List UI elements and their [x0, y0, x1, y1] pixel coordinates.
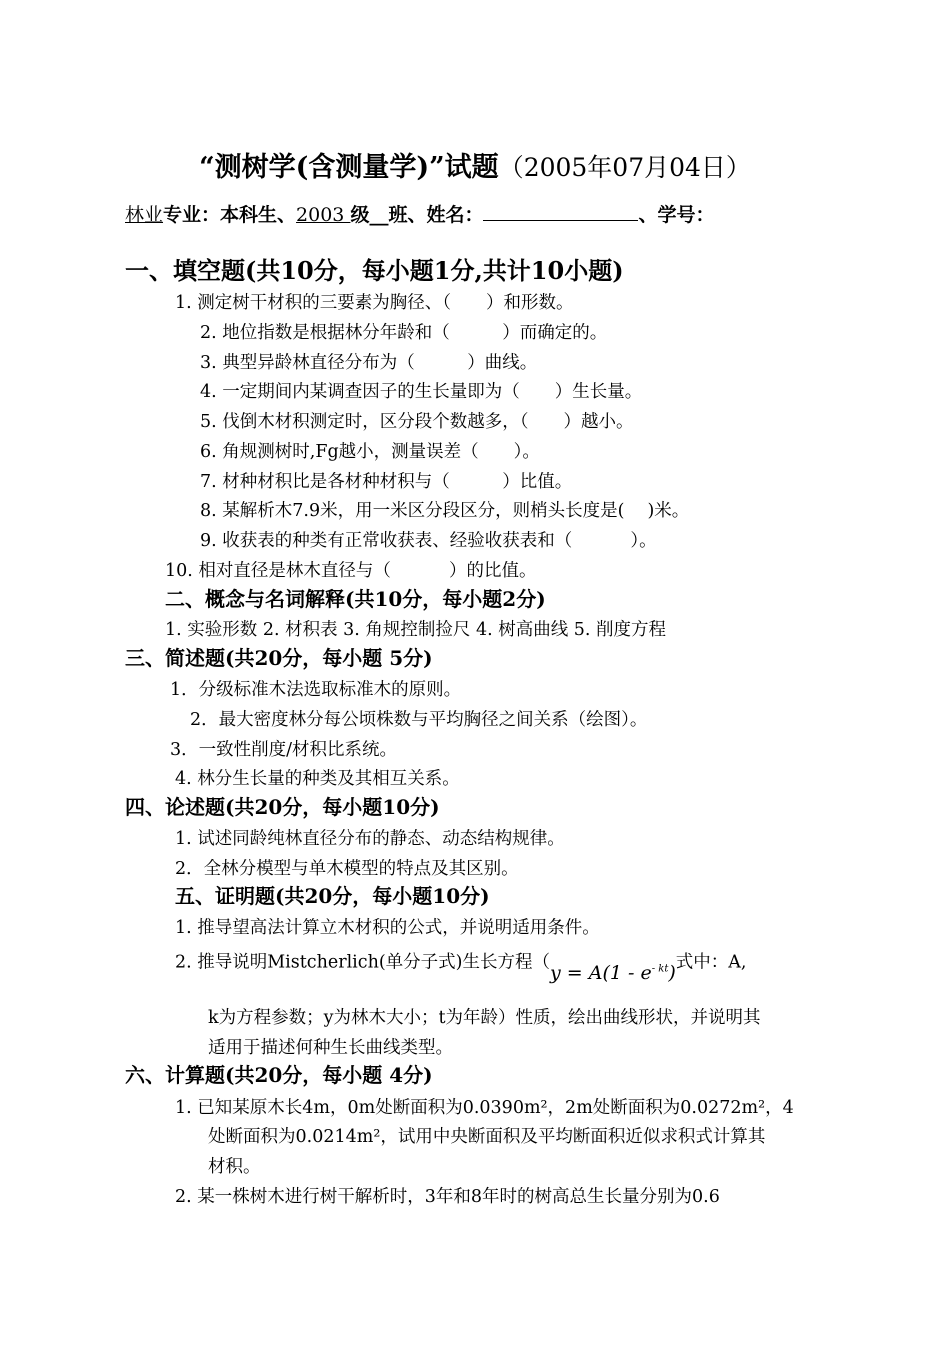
question-1-5: 5. 伐倒木材积测定时，区分段个数越多，（ ）越小。	[200, 412, 634, 432]
question-1-8: 8. 某解析木7.9米，用一米区分段区分，则梢头长度是( )米。	[200, 501, 690, 521]
question-6-1-line1: 1. 已知某原木长4m，0m处断面积为0.0390m²，2m处断面积为0.0272m²，4	[175, 1098, 794, 1118]
question-1-6: 6. 角规测树时,Fg越小，测量误差（ ）。	[200, 442, 540, 462]
question-1-4: 4. 一定期间内某调查因子的生长量即为（ ）生长量。	[200, 382, 643, 402]
question-1-9: 9. 收获表的种类有正常收获表、经验收获表和（ ）。	[200, 531, 657, 551]
question-5-1: 1. 推导望高法计算立木材积的公式，并说明适用条件。	[175, 918, 600, 938]
question-6-2-line1: 2. 某一株树木进行树干解析时，3年和8年时的树高总生长量分别为0.6	[175, 1187, 720, 1207]
section-heading-3: 三、简述题(共20分，每小题 5分)	[125, 646, 433, 670]
question-6-1-line2: 处断面积为0.0214m²，试用中央断面积及平均断面积近似求积式计算其	[208, 1127, 766, 1147]
question-4-1: 1. 试述同龄纯林直径分布的静态、动态结构规律。	[175, 829, 565, 849]
question-5-2-line1	[175, 946, 747, 985]
exam-title	[0, 150, 950, 186]
equation-body: y = A(1 - e	[550, 962, 652, 985]
question-3-2: 2．最大密度林分每公顷株数与平均胸径之间关系（绘图）。	[190, 710, 648, 730]
question-1-10: 10. 相对直径是林木直径与（ ）的比值。	[165, 561, 537, 581]
grade-value: 2003	[296, 204, 351, 226]
section-heading-6: 六、计算题(共20分，每小题 4分)	[125, 1063, 433, 1087]
question-4-2: 2．全林分模型与单木模型的特点及其区别。	[175, 859, 519, 879]
student-info-line	[125, 202, 714, 227]
question-3-1: 1．分级标准木法选取标准木的原则。	[170, 680, 462, 700]
grade-label: 级__班、姓名：	[350, 204, 484, 226]
major-value: 林业	[125, 204, 164, 226]
id-label: 、学号：	[638, 204, 715, 226]
question-5-2-line3: 适用于描述何种生长曲线类型。	[208, 1038, 453, 1058]
section-heading-4: 四、论述题(共20分，每小题10分)	[125, 795, 440, 819]
question-6-1-line3: 材积。	[208, 1157, 261, 1177]
question-1-7: 7. 材种材积比是各材种材积与（ ）比值。	[200, 472, 573, 492]
name-blank	[483, 202, 638, 221]
question-5-2-note: 式中：A,	[675, 952, 747, 973]
question-5-2-line2: k为方程参数；y为林木大小；t为年龄）性质，绘出曲线形状，并说明其	[208, 1008, 761, 1028]
section-heading-2: 二、概念与名词解释(共10分，每小题2分)	[165, 587, 546, 611]
question-5-2-text: 2. 推导说明Mistcherlich(单分子式)生长方程（	[175, 952, 551, 973]
section-heading-5: 五、证明题(共20分，每小题10分)	[175, 884, 490, 908]
equation-close: )	[668, 962, 676, 985]
growth-equation	[550, 962, 676, 984]
terms-line: 1. 实验形数 2. 材积表 3. 角规控制捡尺 4. 树高曲线 5. 削度方程	[165, 620, 667, 640]
title-date: （2005年07月04日）	[498, 153, 751, 182]
question-1-1: 1. 测定树干材积的三要素为胸径、（ ）和形数。	[175, 293, 574, 313]
question-1-2: 2. 地位指数是根据林分年龄和（ ）而确定的。	[200, 323, 608, 343]
equation-exponent: - kt	[651, 964, 669, 975]
question-1-3: 3. 典型异龄林直径分布为（ ）曲线。	[200, 353, 538, 373]
section-heading-1: 一、填空题(共10分，每小题1分,共计10小题)	[125, 256, 624, 285]
question-3-4: 4. 林分生长量的种类及其相互关系。	[175, 769, 460, 789]
major-label: 专业：本科生、	[163, 204, 297, 226]
title-main: “测树学(含测量学)”试题	[199, 152, 499, 183]
question-3-3: 3．一致性削度/材积比系统。	[170, 740, 398, 760]
